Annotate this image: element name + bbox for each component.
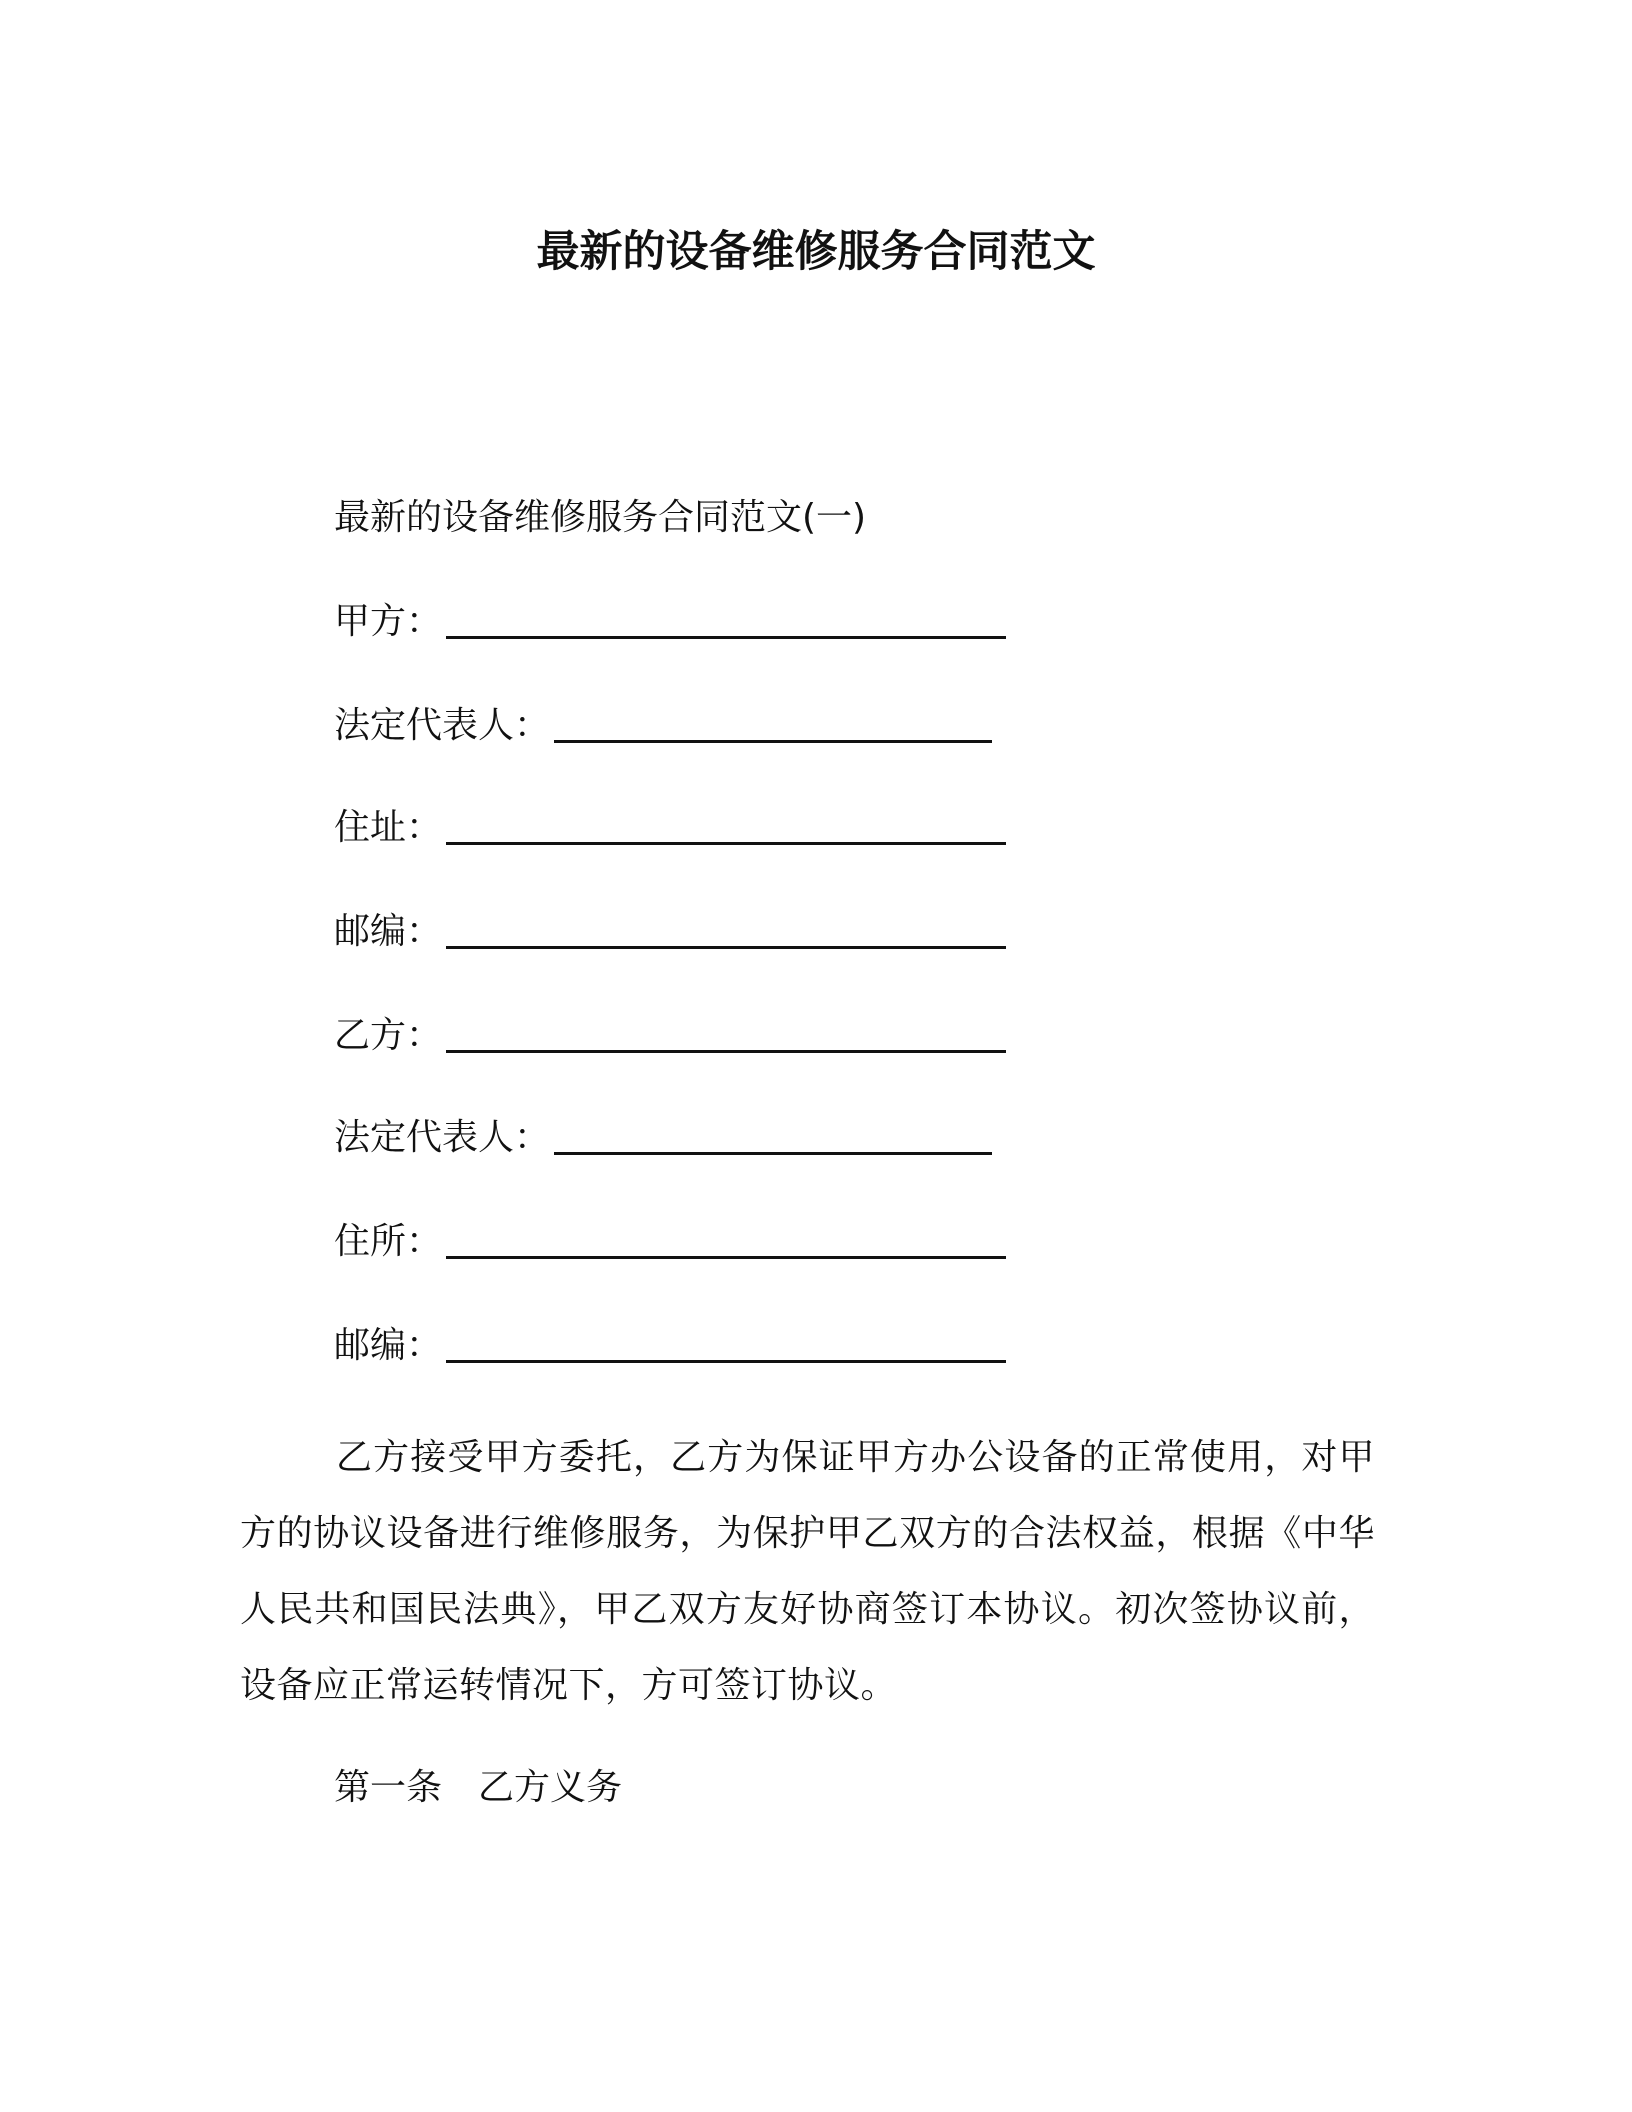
fill-in-blank-line (446, 1360, 1006, 1363)
field-label: 邮编： (334, 911, 443, 952)
field-label: 甲方： (334, 601, 443, 642)
field-label: 住所： (334, 1221, 443, 1262)
party-a-address-field (334, 802, 1006, 854)
party-b-field (334, 1010, 1006, 1062)
party-a-legal-representative-field (334, 700, 992, 752)
document-title: 最新的设备维修服务合同范文 (536, 227, 1096, 277)
fill-in-blank-line (446, 1050, 1006, 1053)
party-a-field (334, 596, 1006, 648)
fill-in-blank-line (554, 740, 992, 743)
field-label: 住址： (334, 807, 443, 848)
section-heading: 第一条 乙方义务 (334, 1767, 623, 1808)
party-a-postcode-field (334, 906, 1006, 958)
field-label: 法定代表人： (334, 1117, 551, 1158)
document-subtitle: 最新的设备维修服务合同范文(一) (334, 497, 867, 538)
fill-in-blank-line (446, 636, 1006, 639)
party-b-residence-field (334, 1216, 1006, 1268)
fill-in-blank-line (446, 1256, 1006, 1259)
fill-in-blank-line (554, 1152, 992, 1155)
party-b-legal-representative-field (334, 1112, 992, 1164)
field-label: 法定代表人： (334, 705, 551, 746)
field-label: 邮编： (334, 1325, 443, 1366)
fill-in-blank-line (446, 946, 1006, 949)
party-b-postcode-field (334, 1320, 1006, 1372)
field-label: 乙方： (334, 1015, 443, 1056)
intro-paragraph: 乙方接受甲方委托，乙方为保证甲方办公设备的正常使用，对甲方的协议设备进行维修服务，为保护甲乙双方的合法权益，根据《中华人民共和国民法典》，甲乙双方友好协商签订本协议。初次签协议前，设备应正常运转情况下，方可签订协议。 (240, 1437, 1375, 1706)
fill-in-blank-line (446, 842, 1006, 845)
